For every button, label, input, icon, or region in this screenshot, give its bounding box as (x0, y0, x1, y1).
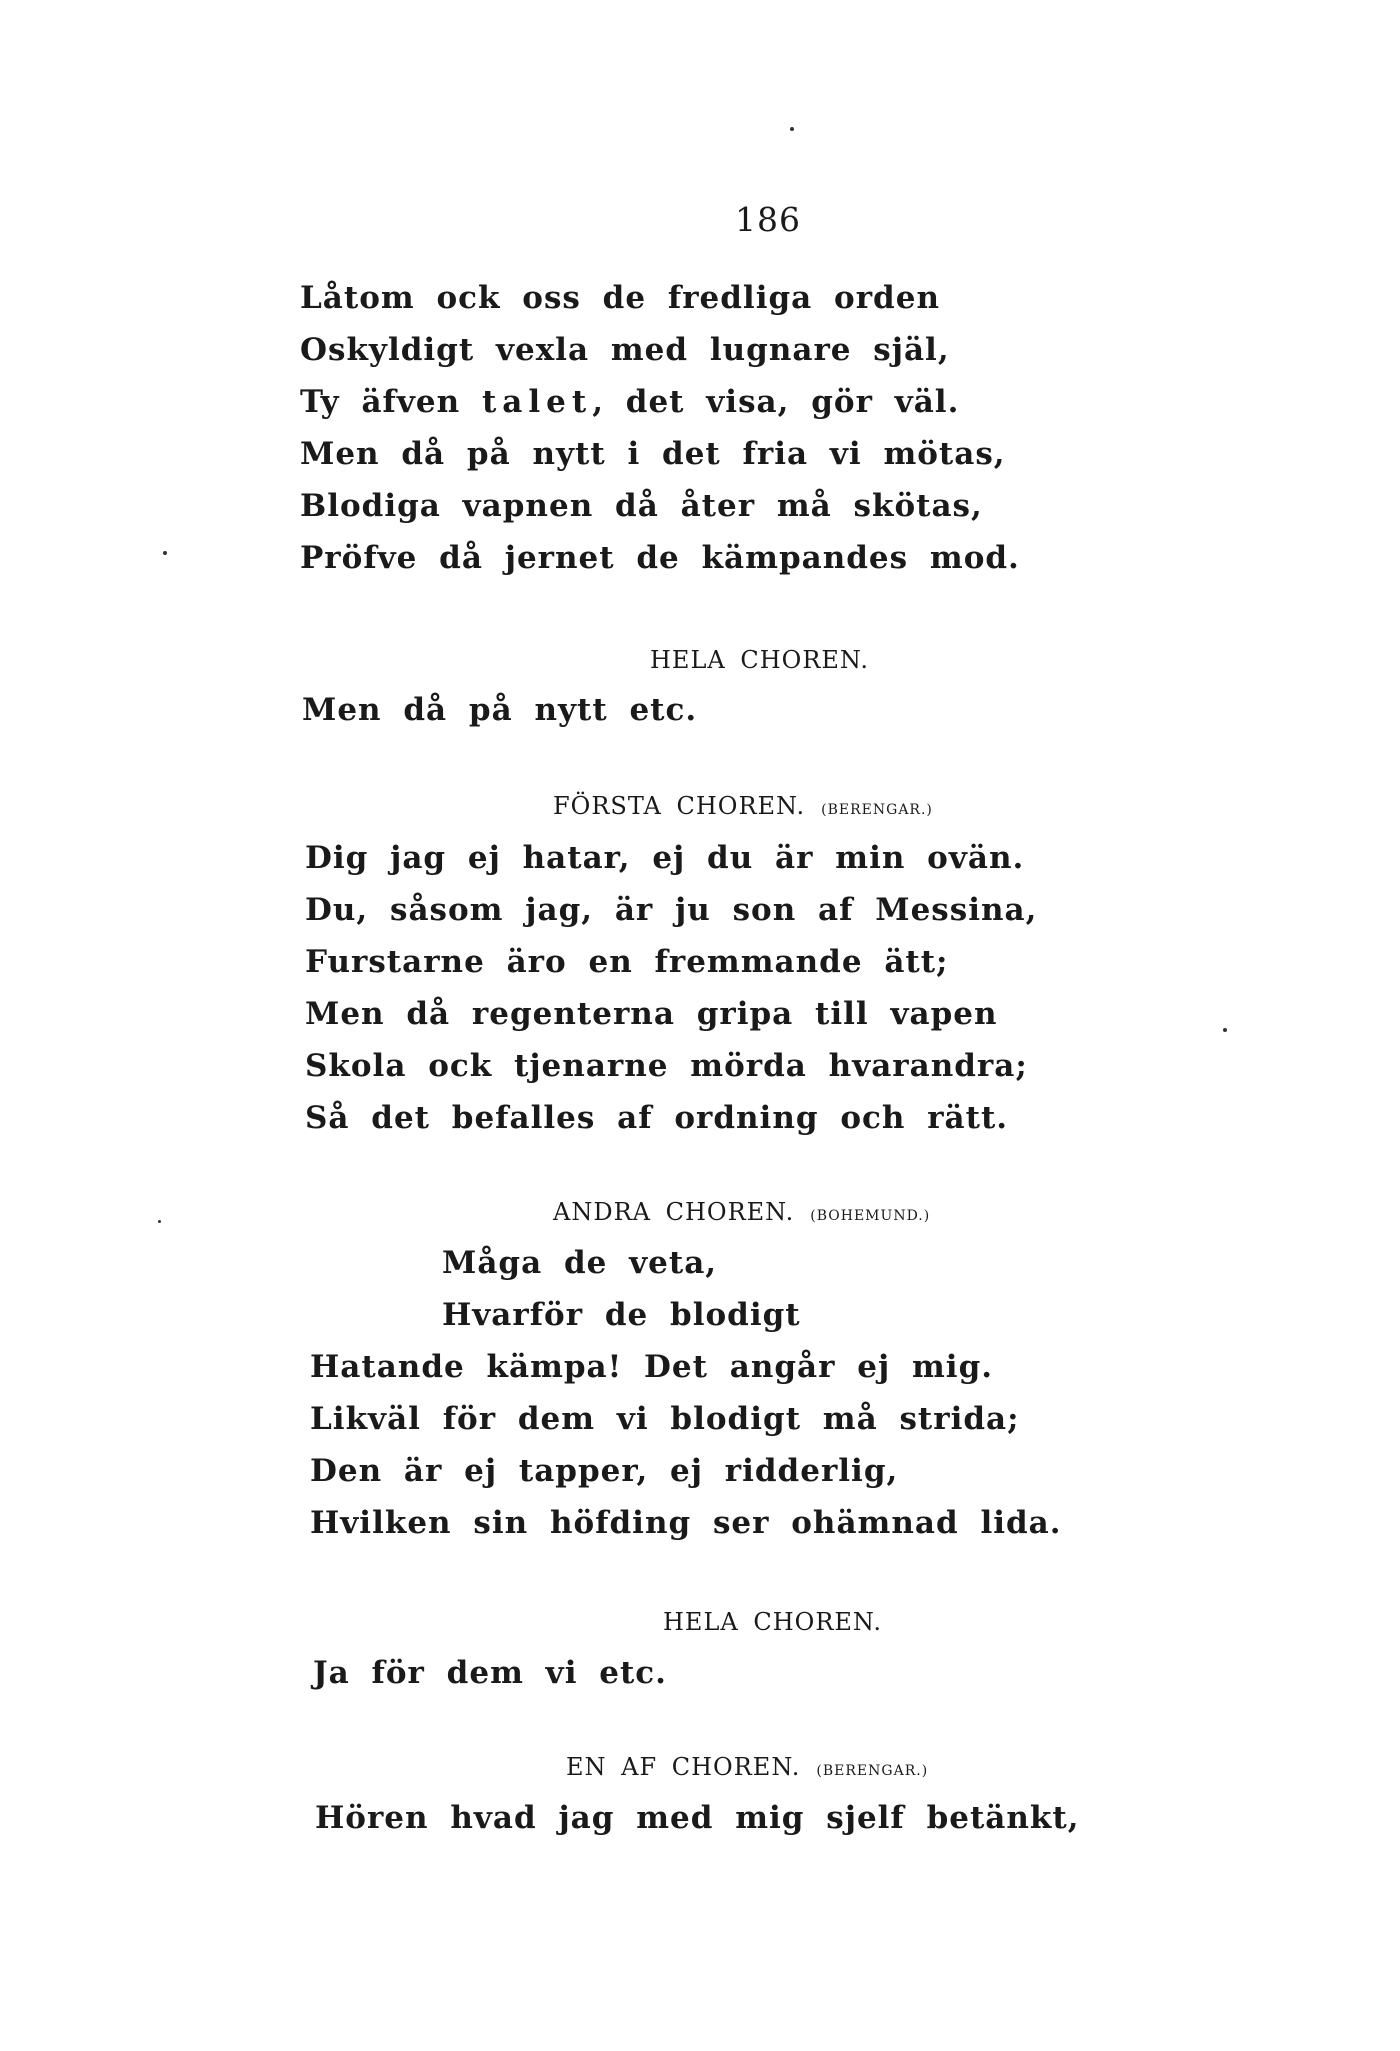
verse-line: Men då på nytt i det fria vi mötas, (300, 436, 1006, 472)
speaker-name: FÖRSTA CHOREN. (553, 792, 806, 820)
verse-line (300, 384, 959, 420)
speaker-heading (553, 1198, 930, 1226)
verse-line: Likväl för dem vi blodigt må strida; (310, 1401, 1020, 1437)
verse-line: Så det befalles af ordning och rätt. (305, 1100, 1009, 1136)
scan-speck (163, 551, 167, 555)
verse-line: Blodiga vapnen då åter må skötas, (300, 488, 983, 524)
speaker-role: (BERENGAR.) (821, 802, 933, 818)
emphasized-word: talet (481, 384, 593, 420)
verse-line: Hören hvad jag med mig sjelf betänkt, (315, 1800, 1080, 1836)
scan-speck (790, 127, 794, 131)
speaker-heading (553, 792, 933, 820)
verse-line: Ja för dem vi etc. (313, 1655, 667, 1691)
speaker-role: (BOHEMUND.) (810, 1208, 931, 1224)
verse-line: Hvilken sin höfding ser ohämnad lida. (310, 1505, 1062, 1541)
verse-line: Men då regenterna gripa till vapen (305, 996, 998, 1032)
verse-line: Dig jag ej hatar, ej du är min ovän. (305, 840, 1025, 876)
speaker-heading: HELA CHOREN. (650, 646, 869, 674)
page-number: 186 (735, 200, 801, 239)
verse-line: Furstarne äro en fremmande ätt; (305, 944, 949, 980)
verse-line: Låtom ock oss de fredliga orden (300, 280, 940, 316)
verse-line: Skola ock tjenarne mörda hvarandra; (305, 1048, 1028, 1084)
scan-speck (158, 1220, 161, 1223)
verse-line: Pröfve då jernet de kämpandes mod. (300, 540, 1020, 576)
verse-line: Oskyldigt vexla med lugnare själ, (300, 332, 950, 368)
speaker-heading (566, 1753, 928, 1781)
verse-line: Den är ej tapper, ej ridderlig, (310, 1453, 899, 1489)
verse-line: Men då på nytt etc. (302, 692, 698, 728)
verse-text: , det visa, gör väl. (592, 384, 960, 420)
speaker-role: (BERENGAR.) (816, 1763, 929, 1779)
speaker-heading: HELA CHOREN. (663, 1608, 882, 1636)
verse-text: Ty äfven (300, 384, 482, 420)
scan-speck (1223, 1028, 1227, 1032)
verse-line: Hvarför de blodigt (442, 1297, 801, 1333)
speaker-name: EN AF CHOREN. (566, 1753, 801, 1781)
verse-line: Hatande kämpa! Det angår ej mig. (310, 1349, 994, 1385)
verse-line: Måga de veta, (442, 1245, 718, 1281)
verse-line: Du, såsom jag, är ju son af Messina, (305, 892, 1038, 928)
speaker-name: ANDRA CHOREN. (553, 1198, 795, 1226)
